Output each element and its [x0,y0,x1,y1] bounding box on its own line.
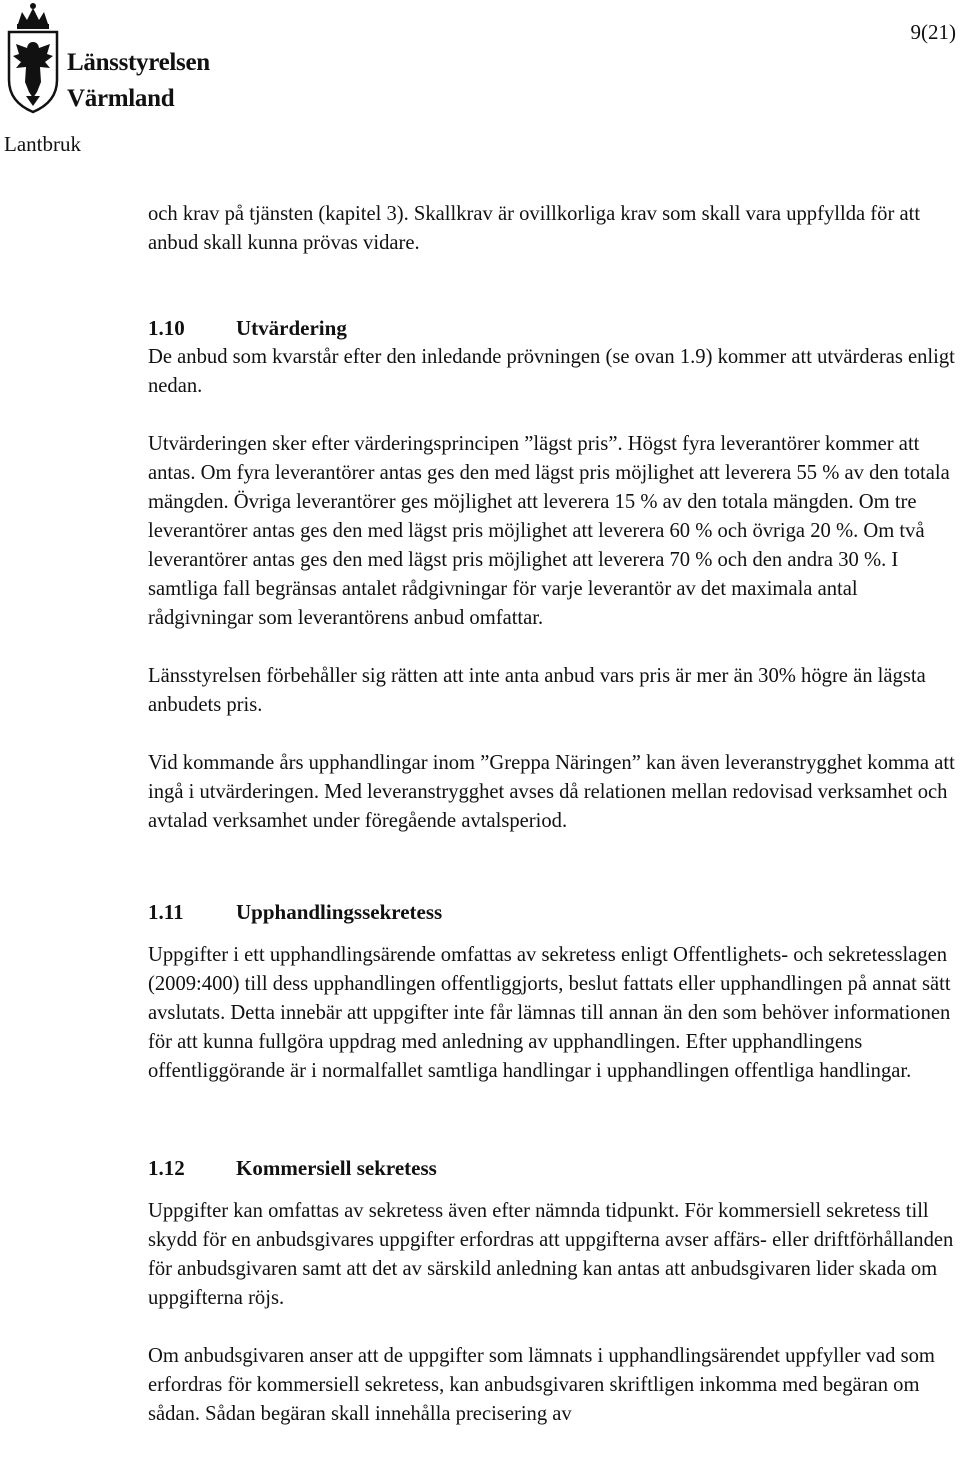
section-heading-1-10 [148,314,958,343]
section-number: 1.10 [148,316,185,340]
section-title: Utvärdering [236,316,347,340]
crown-eagle-emblem-icon [4,2,62,114]
paragraph: Uppgifter i ett upphandlingsärende omfattas av sekretess enligt Offentlighets- och sekretesslagen (2009:400) till dess upphandlingen offentliggjorts, beslut fattats eller upphandlingen på annat sätt avslutats. Detta innebär att uppgifter inte får lämnas till annan än den som behöver informationen för att kunna fullgöra uppdrag med anledning av upphandlingen. Efter upphandlingens offentliggörande är i normalfallet samtliga handlingar i upphandlingen offentliga handlingar. [148,944,951,1082]
section-heading-1-12 [148,1154,958,1183]
department-label: Lantbruk [4,132,81,156]
logo-agency-name: Länsstyrelsen [67,49,210,76]
paragraph: De anbud som kvarstår efter den inledande prövningen (se ovan 1.9) kommer att utvärderas enligt nedan. [148,346,955,397]
paragraph: Om anbudsgivaren anser att de uppgifter som lämnats i upphandlingsärendet uppfyller vad som erfordras för kommersiell sekretess, kan anbudsgivaren skriftligen inkomma med begäran om sådan. Sådan begäran skall innehålla precisering av [148,1345,935,1425]
section-title: Upphandlingssekretess [236,900,443,924]
section-heading-1-11 [148,898,958,927]
logo-region-name: Värmland [67,85,175,112]
section-number: 1.11 [148,900,184,924]
intro-paragraph: och krav på tjänsten (kapitel 3). Skallkrav är ovillkorliga krav som skall vara uppfyllda för att anbud skall kunna prövas vidare. [148,203,921,254]
paragraph: Länsstyrelsen förbehåller sig rätten att inte anta anbud vars pris är mer än 30% högre än lägsta anbudets pris. [148,665,926,716]
paragraph: Vid kommande års upphandlingar inom ”Greppa Näringen” kan även leveranstrygghet komma att ingå i utvärderingen. Med leveranstrygghet avses då relationen mellan redovisad verksamhet och avtalad verksamhet under föregående avtalsperiod. [148,752,955,832]
section-title: Kommersiell sekretess [236,1156,437,1180]
section-number: 1.12 [148,1156,185,1180]
document-body [148,200,958,1429]
paragraph: Uppgifter kan omfattas av sekretess även efter nämnda tidpunkt. För kommersiell sekretess till skydd för en anbudsgivares uppgifter erfordras att uppgifterna avser affärs- eller driftförhållanden för anbudsgivaren samt att det av särskild anledning kan antas att anbudsgivaren lider skada om uppgifterna röjs. [148,1200,954,1309]
page-number: 9(21) [910,20,956,44]
agency-logo [4,2,234,120]
paragraph: Utvärderingen sker efter värderingsprincipen ”lägst pris”. Högst fyra leverantörer kommer att antas. Om fyra leverantörer antas ges den med lägst pris möjlighet att leverera 55 % av den totala mängden. Övriga leverantörer ges möjlighet att leverera 15 % av den totala mängden. Om tre leverantörer antas ges den med lägst pris möjlighet att leverera 60 % och övriga 20 %. Om två leverantörer antas ges den med lägst pris möjlighet att leverera 70 % och den andra 30 %. I samtliga fall begränsas antalet rådgivningar för varje leverantör av det maximala antal rådgivningar som leverantörens anbud omfattar. [148,433,950,629]
